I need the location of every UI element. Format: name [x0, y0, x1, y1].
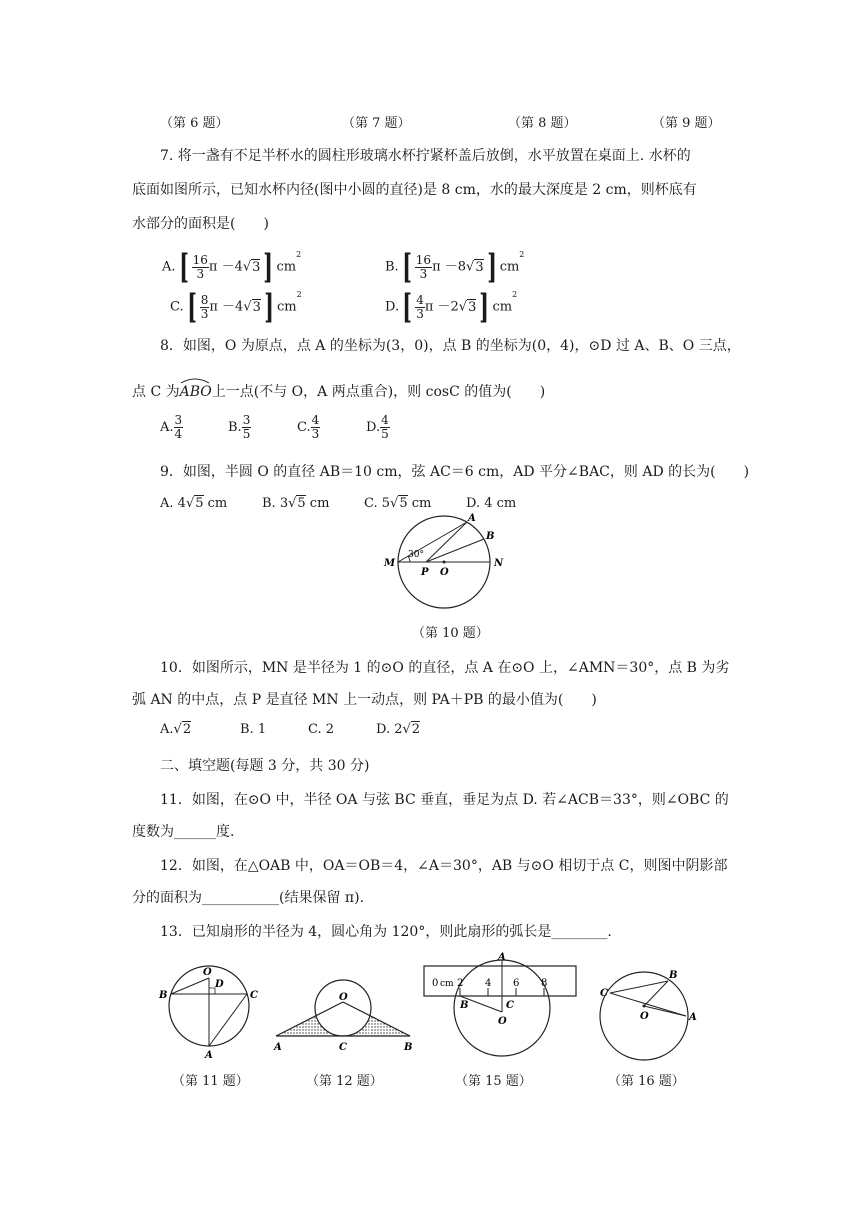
caption-q16: （第 16 题）: [608, 1074, 685, 1089]
q10-option-a: A.√2: [160, 722, 192, 737]
fig16-line-cb: [610, 981, 668, 993]
fig15-ruler-8: 8: [541, 978, 548, 989]
caption-q12: （第 12 题）: [306, 1074, 383, 1089]
q8-option-d: D. $\frac{4}{5}$: [366, 413, 389, 441]
q8-option-a: A. $\frac{3}{4}$: [160, 413, 183, 441]
fig11-line-bo: [171, 978, 209, 994]
figure-10: [382, 512, 512, 612]
q10-line2: 弧 AN 的中点，点 P 是直径 MN 上一动点，则 PA＋PB 的最小值为( ): [132, 692, 597, 708]
fig16-label-c: C: [600, 988, 608, 999]
fig12-label-a: A: [274, 1042, 282, 1053]
figure-12: [272, 966, 422, 1056]
fig12-circle: [315, 980, 371, 1036]
q9-option-d: D. 4 cm: [466, 496, 517, 511]
q7-option-b: B.[ $\frac{16}{3}$ π －8√3] $cm^2$: [385, 247, 525, 287]
q8-line1: 8．如图，O 为原点，点 A 的坐标为(3，0)，点 B 的坐标为(0，4)，⊙D 过 A、B、O 三点，: [160, 338, 741, 354]
fig11-label-b: B: [159, 990, 168, 1001]
fig12-label-b: B: [404, 1042, 413, 1053]
fig10-center-dot: [443, 561, 446, 564]
fig10-label-o: O: [440, 567, 449, 578]
fig16-center-dot: [643, 1005, 646, 1008]
fig15-label-o: O: [498, 1016, 507, 1027]
caption-q11: （第 11 题）: [172, 1074, 249, 1089]
arc-symbol-icon: [180, 376, 210, 384]
fig16-label-a: A: [689, 1012, 697, 1023]
q8-line2: 点 C 为ABO 上一点(不与 O，A 两点重合)，则 cosC 的值为( ): [132, 382, 545, 402]
fig10-label-angle: 30°: [408, 550, 424, 560]
fig16-label-b: B: [669, 970, 678, 981]
q9-option-a: A. 4√5 cm: [160, 496, 228, 511]
caption-q9: （第 9 题）: [652, 116, 721, 131]
figure-11: [152, 960, 272, 1060]
fig10-line-pb: [426, 539, 484, 562]
q8-option-c: C. $\frac{4}{3}$: [297, 413, 320, 441]
q10-line1: 10．如图所示，MN 是半径为 1 的⊙O 的直径，点 A 在⊙O 上，∠AMN＝30°，点 B 为劣: [160, 660, 730, 676]
q11-line1: 11．如图，在⊙O 中，半径 OA 与弦 BC 垂直，垂足为点 D. 若∠ACB＝33°，则∠OBC 的: [160, 792, 729, 808]
fig10-label-n: N: [494, 558, 504, 569]
fig12-label-c: C: [339, 1042, 347, 1053]
q9-option-c: C. 5√5 cm: [364, 496, 432, 511]
q7-option-a: A.[ $\frac{16}{3}$ π －4√3] $cm^2$: [162, 247, 302, 287]
q8-option-b: B. $\frac{3}{5}$: [228, 413, 251, 441]
q12-line1: 12．如图，在△OAB 中，OA＝OB＝4，∠A＝30°，AB 与⊙O 相切于点 C，则图中阴影部: [160, 858, 728, 874]
q10-option-c: C. 2: [308, 722, 335, 737]
q7-line1: 7. 将一盏有不足半杯水的圆柱形玻璃水杯拧紧杯盖后放倒，水平放置在桌面上. 水杯的: [160, 148, 691, 164]
q10-option-b: B. 1: [240, 722, 267, 737]
fig10-label-b: B: [486, 531, 495, 542]
fig15-label-b: B: [460, 1000, 469, 1011]
q7-line3: 水部分的面积是( ): [132, 216, 269, 232]
q10-option-d: D. 2√2: [376, 722, 421, 737]
fig11-line-ac: [209, 994, 247, 1046]
fig11-label-c: C: [250, 990, 258, 1001]
caption-q7: （第 7 题）: [342, 116, 411, 131]
fig10-label-a: A: [468, 513, 476, 524]
caption-q8: （第 8 题）: [508, 116, 577, 131]
q11-line2: 度数为______度.: [132, 824, 235, 840]
q12-line2: 分的面积为___________(结果保留 π).: [132, 890, 365, 906]
fig15-ruler-cm: cm: [440, 979, 454, 989]
q7-line2: 底面如图所示，已知水杯内径(图中小圆的直径)是 8 cm，水的最大深度是 2 cm，则杯底有: [132, 182, 697, 198]
fig12-label-o: O: [339, 992, 348, 1003]
fig15-ruler-0: 0: [432, 978, 439, 989]
q7-option-d: D.[ $\frac{4}{3}$ π －2√3] $cm^2$: [385, 287, 518, 327]
fig15-ruler-6: 6: [513, 978, 520, 989]
fig16-line-oa: [644, 1006, 686, 1016]
fig15-ruler-4: 4: [485, 978, 492, 989]
fig10-label-p: P: [421, 567, 429, 578]
section-2-heading: 二、填空题(每题 3 分，共 30 分): [160, 758, 370, 774]
q9-line1: 9．如图，半圆 O 的直径 AB＝10 cm，弦 AC＝6 cm，AD 平分∠BAC，则 AD 的长为( ): [160, 464, 750, 480]
fig15-label-a: A: [498, 952, 506, 963]
caption-q6: （第 6 题）: [160, 116, 229, 131]
fig11-label-d: D: [215, 979, 224, 990]
caption-q15: （第 15 题）: [455, 1074, 532, 1089]
figure-16: [594, 966, 704, 1066]
fig15-ruler-2: 2: [457, 978, 464, 989]
fig16-label-o: O: [640, 1011, 649, 1022]
caption-q10: （第 10 题）: [412, 626, 489, 641]
q9-option-b: B. 3√5 cm: [262, 496, 330, 511]
q13-line1: 13．已知扇形的半径为 4，圆心角为 120°，则此扇形的弧长是________.: [160, 924, 612, 940]
figure-15: [420, 950, 580, 1060]
q7-option-c: C.[ $\frac{8}{3}$ π －4√3] $cm^2$: [170, 287, 302, 327]
fig11-label-a: A: [205, 1050, 213, 1060]
fig15-label-c: C: [506, 1000, 514, 1011]
fig11-label-o: O: [203, 967, 212, 978]
fig10-label-m: M: [384, 558, 396, 569]
